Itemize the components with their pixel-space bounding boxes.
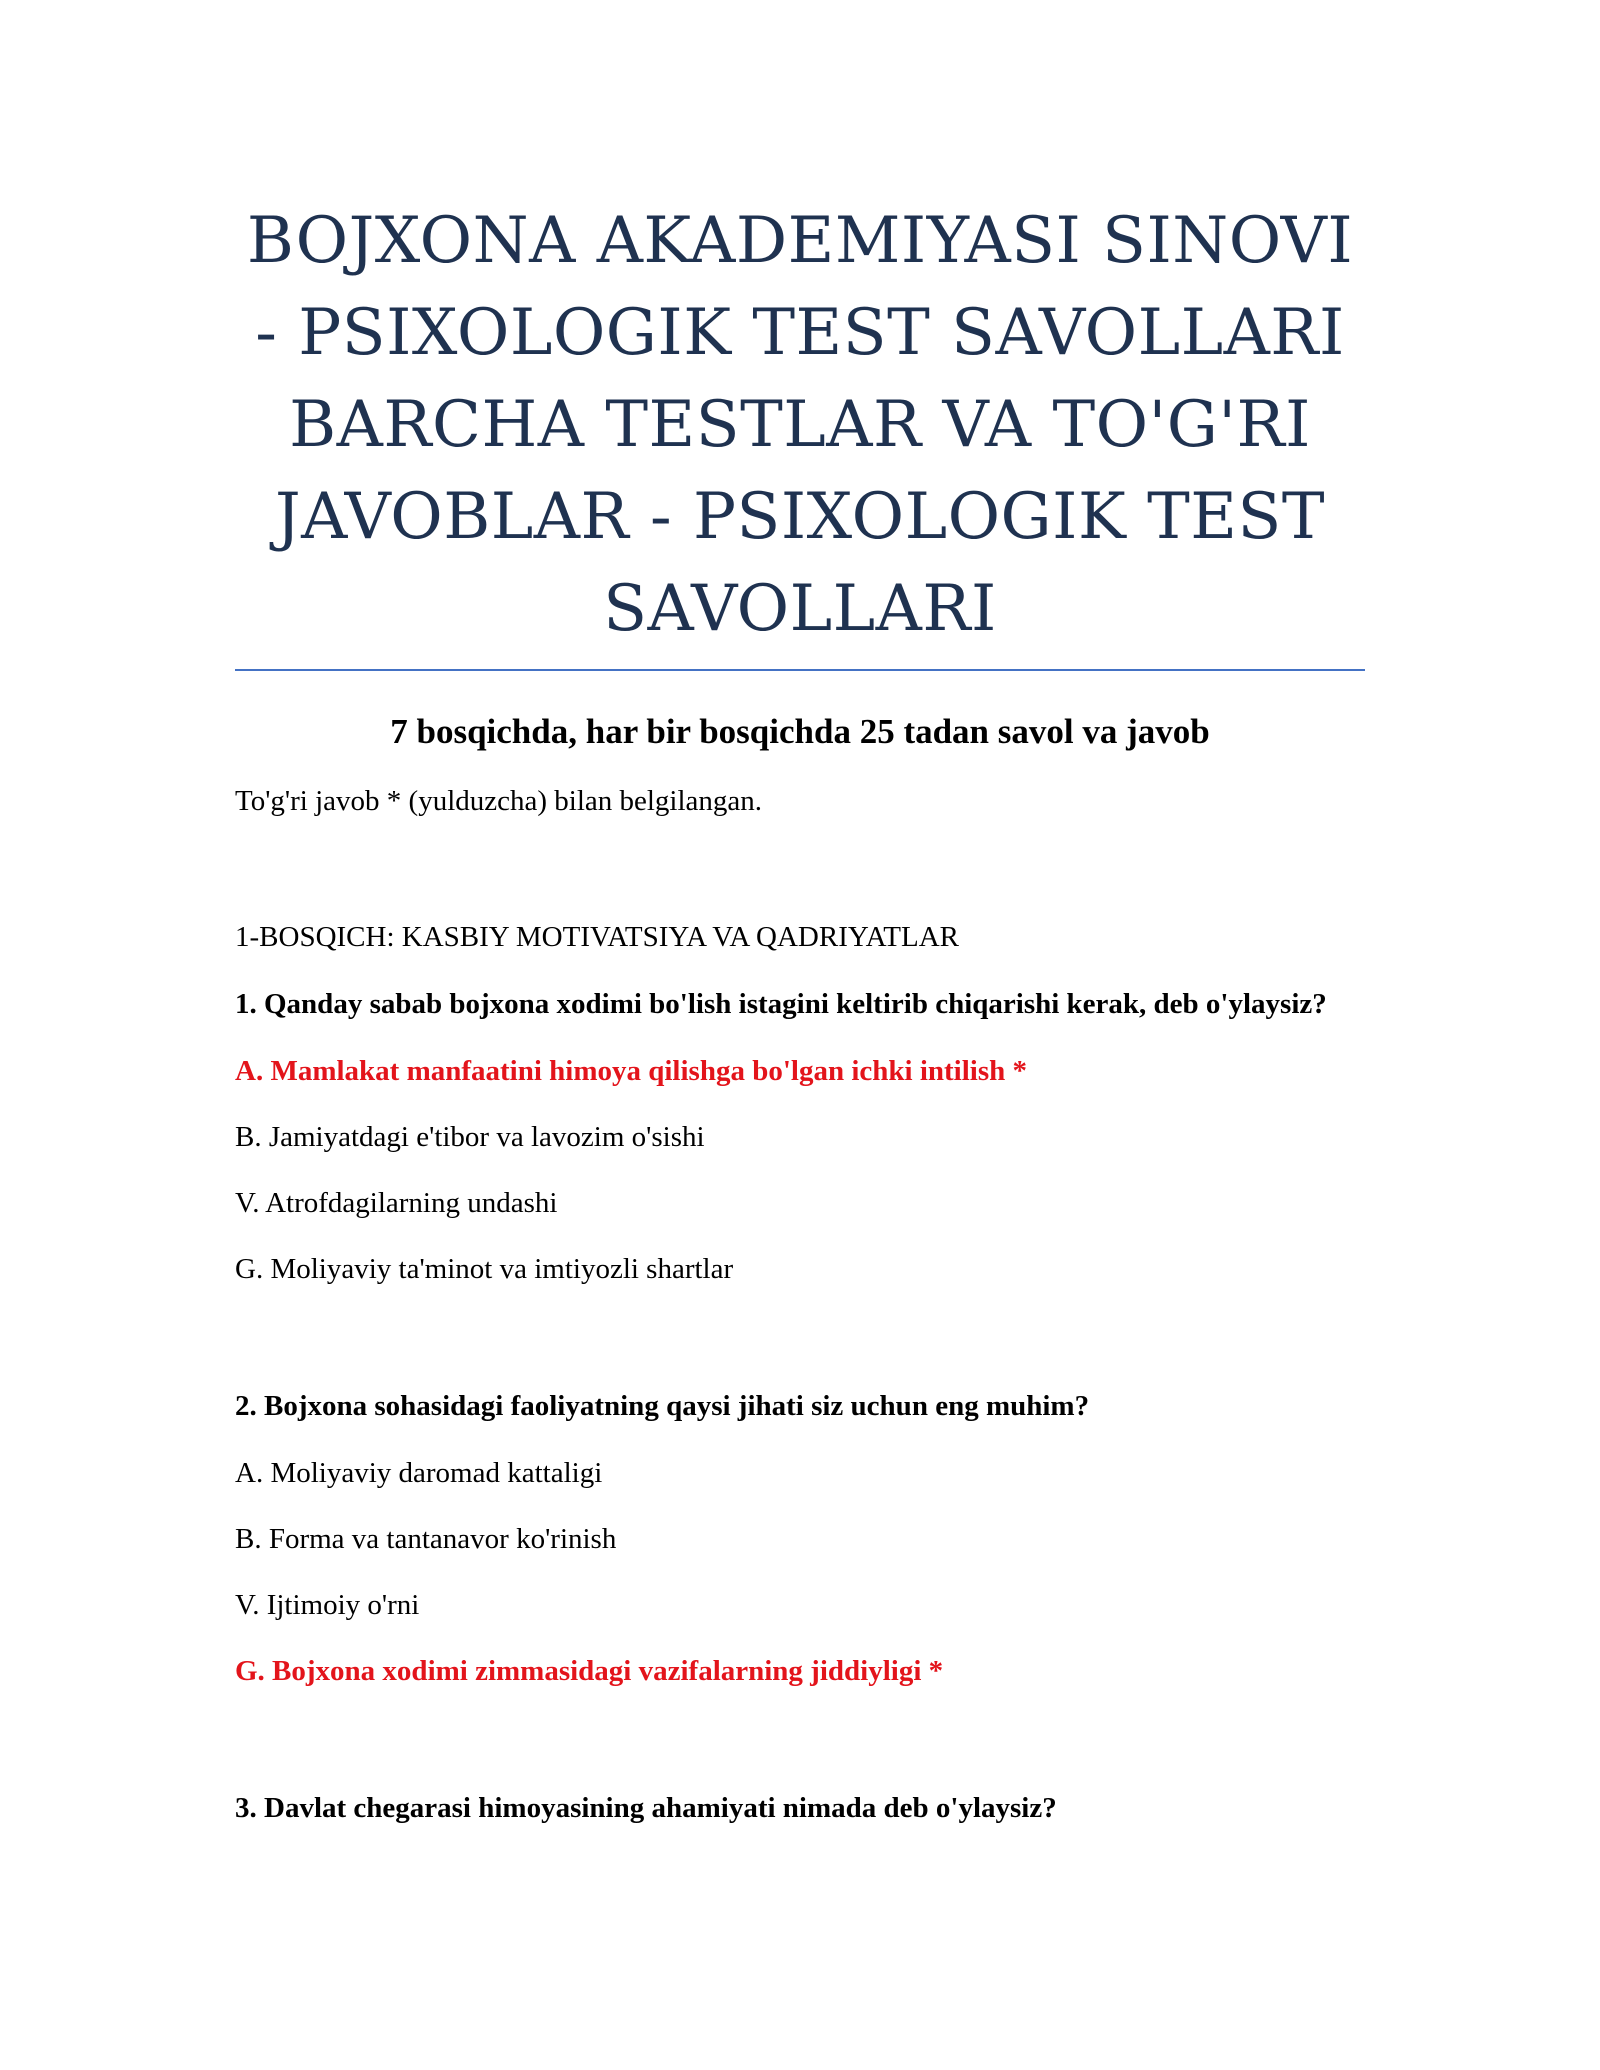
question-3 — [235, 1787, 1365, 1829]
answer-option: B. Forma va tantanavor ko'rinish — [235, 1523, 617, 1555]
stage-heading: 1-BOSQICH: KASBIY MOTIVATSIYA VA QADRIYATLAR — [235, 921, 960, 953]
document-subtitle: 7 bosqichda, har bir bosqichda 25 tadan savol va javob — [390, 712, 1210, 751]
document-page — [235, 195, 1365, 1829]
answer-key-note: To'g'ri javob * (yulduzcha) bilan belgilangan. — [235, 785, 763, 817]
question-text: 3. Davlat chegarasi himoyasining ahamiyati nimada deb o'ylaysiz? — [235, 1792, 1057, 1824]
answer-option: V. Ijtimoiy o'rni — [235, 1589, 420, 1621]
answer-option: B. Jamiyatdagi e'tibor va lavozim o'sishi — [235, 1121, 705, 1153]
answer-option: A. Moliyaviy daromad kattaligi — [235, 1457, 603, 1489]
question-text: 1. Qanday sabab bojxona xodimi bo'lish istagini keltirib chiqarishi kerak, deb o'ylaysiz? — [235, 988, 1327, 1020]
answer-option: G. Moliyaviy ta'minot va imtiyozli shartlar — [235, 1253, 734, 1285]
answer-option: V. Atrofdagilarning undashi — [235, 1187, 558, 1219]
question-text: 2. Bojxona sohasidagi faoliyatning qaysi jihati siz uchun eng muhim? — [235, 1390, 1090, 1422]
answer-option-correct: G. Bojxona xodimi zimmasidagi vazifalarning jiddiyligi * — [235, 1655, 944, 1687]
answer-option-correct: A. Mamlakat manfaatini himoya qilishga bo'lgan ichki intilish * — [235, 1055, 1028, 1087]
question-1 — [235, 983, 1365, 1289]
question-2 — [235, 1385, 1365, 1691]
document-title: BOJXONA AKADEMIYASI SINOVI - PSIXOLOGIK TEST SAVOLLARI BARCHA TESTLAR VA TO'G'RI JAVOBLAR - PSIXOLOGIK TEST SAVOLLARI — [235, 195, 1365, 671]
